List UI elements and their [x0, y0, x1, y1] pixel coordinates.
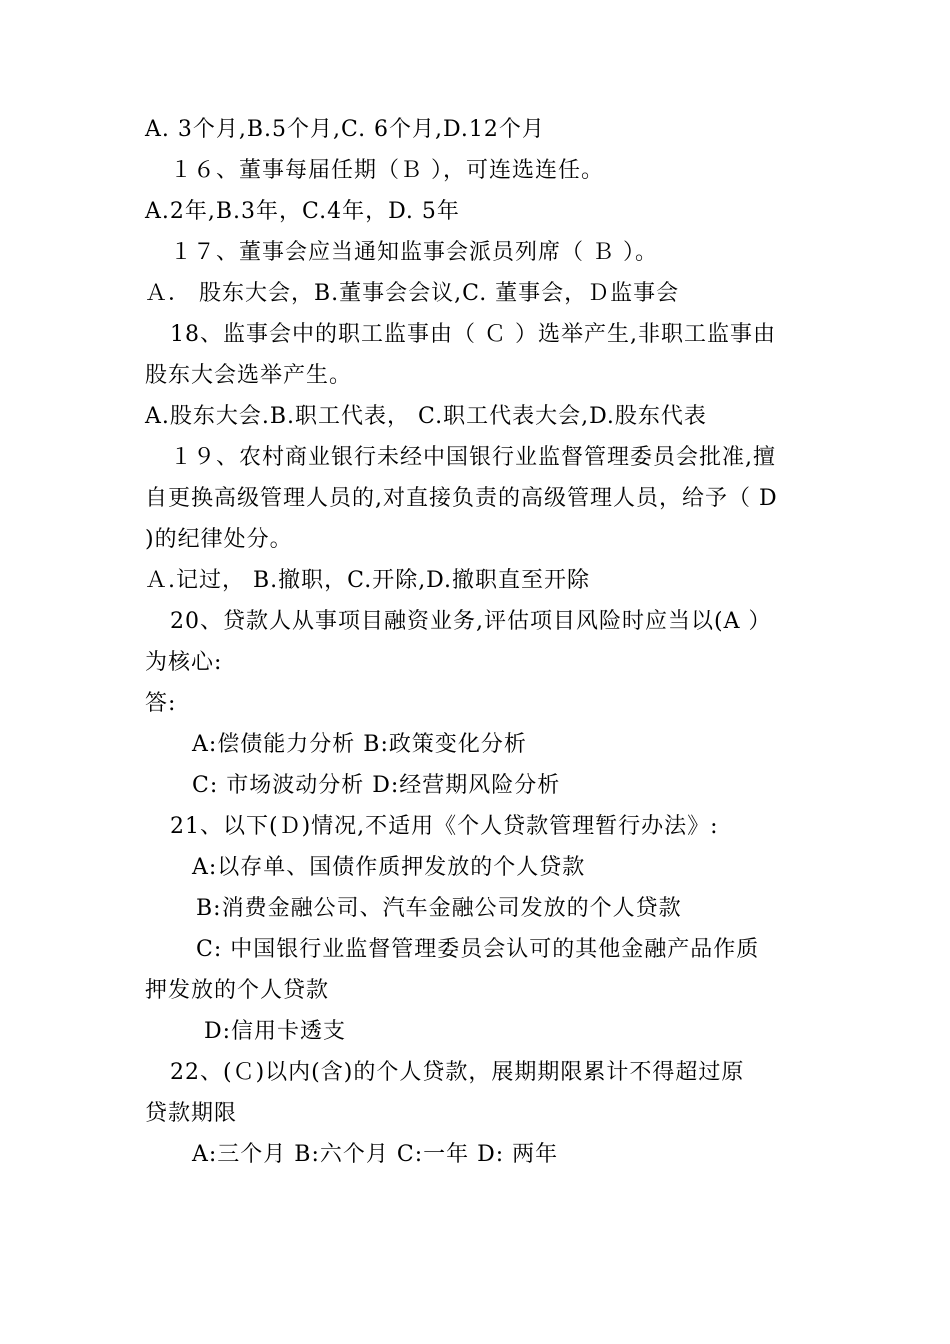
line-q21-option-c-part1: C: 中国银行业监督管理委员会认可的其他金融产品作质 — [196, 937, 760, 962]
line-q17-options: Ａ． 股东大会，B.董事会会议,C. 董事会，Ｄ监事会 — [145, 281, 680, 306]
line-q17: １７、董事会应当通知监事会派员列席（ Ｂ ）。 — [170, 240, 658, 265]
line-q21-option-a: A:以存单、国债作质押发放的个人贷款 — [192, 855, 586, 880]
line-q22-part2: 贷款期限 — [145, 1101, 238, 1126]
line-q19-options: Ａ.记过， B.撤职，C.开除,D.撤职直至开除 — [145, 568, 591, 593]
line-q22-part1: 22、(Ｃ)以内(含)的个人贷款，展期期限累计不得超过原 — [170, 1060, 745, 1085]
line-q18-part1: 18、监事会中的职工监事由（ Ｃ ）选举产生,非职工监事由 — [170, 322, 776, 347]
line-answer-label: 答: — [145, 691, 177, 716]
line-q20-options-ab: A:偿债能力分析 B:政策变化分析 — [192, 732, 527, 757]
line-q16: １６、董事每届任期（Ｂ ），可连选连任。 — [170, 158, 604, 183]
line-q20-part2: 为核心: — [145, 650, 223, 675]
line-q20-options-cd: C: 市场波动分析 D:经营期风险分析 — [192, 773, 561, 798]
line-q19-part3: )的纪律处分。 — [145, 527, 293, 552]
line-15-options: A. 3个月,B.5个月,C. 6个月,D.12个月 — [145, 117, 545, 142]
line-q16-options: A.2年,B.3年，C.4年，D. 5年 — [145, 199, 460, 224]
line-q21: 21、以下(Ｄ)情况,不适用《个人贷款管理暂行办法》: — [170, 814, 719, 839]
line-q21-option-c-part2: 押发放的个人贷款 — [145, 978, 330, 1003]
line-q21-option-d: D:信用卡透支 — [204, 1019, 347, 1044]
line-q19-part2: 自更换高级管理人员的,对直接负责的高级管理人员，给予（ D — [145, 486, 778, 511]
line-q18-options: A.股东大会.B.职工代表， C.职工代表大会,D.股东代表 — [145, 404, 707, 429]
line-q21-option-b: B:消费金融公司、汽车金融公司发放的个人贷款 — [196, 896, 682, 921]
line-q22-options: A:三个月 B:六个月 C:一年 D: 两年 — [192, 1142, 559, 1167]
line-q19-part1: １９、农村商业银行未经中国银行业监督管理委员会批准,擅 — [170, 445, 776, 470]
line-q18-part2: 股东大会选举产生。 — [145, 363, 353, 388]
line-q20-part1: 20、贷款人从事项目融资业务,评估项目风险时应当以(A ） — [170, 609, 772, 634]
